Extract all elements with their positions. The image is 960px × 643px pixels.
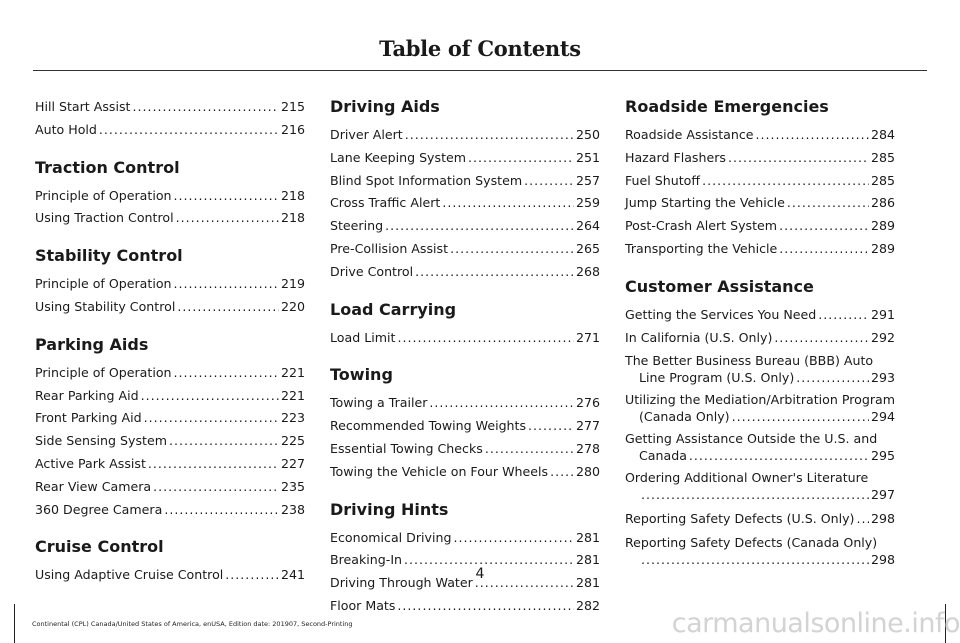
entry-title: The Better Business Bureau (BBB) Auto — [625, 353, 874, 369]
dot-leader — [442, 192, 574, 215]
toc-entry[interactable] — [625, 192, 895, 215]
section-heading: Load Carrying — [330, 299, 457, 319]
toc-section — [330, 299, 600, 350]
dot-leader — [132, 96, 278, 119]
toc-section — [35, 245, 305, 319]
entry-page: 264 — [575, 218, 600, 234]
toc-entry[interactable] — [35, 476, 305, 499]
toc-section — [35, 334, 305, 522]
entry-title: 360 Degree Camera — [35, 501, 163, 517]
dot-leader — [176, 207, 279, 230]
section-heading: Driving Aids — [330, 97, 440, 116]
toc-entry[interactable] — [35, 362, 305, 385]
entry-page: 281 — [575, 529, 600, 545]
dot-leader — [550, 461, 574, 484]
entry-page: 265 — [575, 240, 600, 256]
section-heading: Cruise Control — [35, 537, 164, 557]
entry-title: Load Limit — [330, 329, 396, 345]
dot-leader — [774, 327, 869, 350]
entry-page: 281 — [575, 575, 600, 591]
toc-entry[interactable] — [625, 215, 895, 238]
toc-entry[interactable] — [625, 391, 895, 425]
entry-page: 251 — [575, 149, 600, 165]
toc-entry[interactable] — [625, 352, 895, 386]
entry-title: Ordering Additional Owner's Literature — [625, 470, 869, 486]
entry-title: Breaking-In — [330, 552, 403, 568]
entry-page: 278 — [575, 440, 600, 456]
entry-title: Essential Towing Checks — [330, 440, 483, 456]
entry-title: Reporting Safety Defects (Canada Only) — [625, 535, 878, 551]
entry-continuation — [625, 369, 895, 386]
toc-section — [35, 157, 305, 231]
dot-leader — [641, 486, 869, 503]
section-heading: Traction Control — [35, 157, 180, 177]
entry-page: 286 — [870, 195, 895, 211]
toc-entry[interactable] — [330, 238, 600, 261]
edition-footer: Continental (CPL) Canada/United States of America, enUSA, Edition date: 201907, Second-Printing — [32, 620, 353, 628]
toc-entry[interactable] — [625, 238, 895, 261]
toc-entry[interactable] — [625, 534, 895, 568]
entry-title: Fuel Shutoff — [625, 172, 701, 188]
entry-title: Hazard Flashers — [625, 149, 726, 165]
toc-entry[interactable] — [330, 261, 600, 284]
entry-title: Steering — [330, 218, 384, 234]
entry-page: 238 — [280, 501, 305, 517]
dot-leader — [169, 430, 279, 453]
toc-entry[interactable] — [625, 327, 895, 350]
dot-leader — [397, 595, 574, 618]
toc-entry[interactable] — [330, 170, 600, 193]
entry-title: Principle of Operation — [35, 364, 172, 380]
entry-title: Jump Starting the Vehicle — [625, 195, 785, 211]
dot-leader — [141, 385, 279, 408]
toc-entry[interactable] — [330, 215, 600, 238]
dot-leader — [485, 438, 574, 461]
entry-page: 298 — [870, 511, 895, 527]
entry-title-cont: (Canada Only) — [639, 409, 730, 425]
entry-title: Roadside Assistance — [625, 127, 754, 142]
dot-leader — [689, 447, 869, 464]
entry-page: 241 — [280, 567, 305, 583]
toc-section — [35, 96, 305, 142]
entry-title: Getting Assistance Outside the U.S. and — [625, 431, 878, 447]
dot-leader — [732, 408, 869, 425]
entry-page: 221 — [280, 364, 305, 380]
dot-leader — [99, 119, 279, 142]
dot-leader — [856, 508, 868, 531]
dot-leader — [153, 476, 279, 499]
section-heading: Parking Aids — [35, 334, 149, 354]
dot-leader — [528, 415, 574, 438]
toc-column-2 — [330, 96, 600, 633]
dot-leader — [405, 124, 574, 147]
toc-entry[interactable] — [330, 147, 600, 170]
entry-page: 220 — [280, 298, 305, 314]
entry-page: 218 — [280, 210, 305, 226]
entry-title: Auto Hold — [35, 121, 97, 137]
entry-title: Floor Mats — [330, 597, 396, 613]
entry-page: 215 — [280, 99, 305, 114]
toc-entry[interactable] — [35, 207, 305, 230]
toc-entry[interactable] — [330, 392, 600, 415]
entry-title: In California (U.S. Only) — [625, 329, 773, 345]
toc-entry[interactable] — [330, 327, 600, 350]
toc-entry[interactable] — [625, 304, 895, 327]
entry-title: Driving Through Water — [330, 575, 473, 591]
dot-leader — [385, 215, 574, 238]
entry-title: Lane Keeping System — [330, 149, 467, 165]
entry-page: 271 — [575, 329, 600, 345]
entry-page: 291 — [870, 306, 895, 322]
entry-title: Rear View Camera — [35, 478, 152, 494]
dot-leader — [174, 362, 279, 385]
entry-title: Transporting the Vehicle — [625, 240, 778, 256]
entry-title: Pre-Collision Assist — [330, 240, 449, 256]
entry-title: Principle of Operation — [35, 276, 172, 292]
toc-entry[interactable] — [35, 407, 305, 430]
entry-title: Hill Start Assist — [35, 99, 131, 114]
entry-page: 223 — [280, 410, 305, 426]
entry-title: Using Adaptive Cruise Control — [35, 567, 224, 583]
dot-leader — [415, 261, 574, 284]
toc-entry[interactable] — [35, 185, 305, 208]
page-title: Table of Contents — [379, 36, 581, 61]
entry-page: 221 — [280, 387, 305, 403]
toc-entry[interactable] — [330, 438, 600, 461]
entry-title: Reporting Safety Defects (U.S. Only) — [625, 511, 855, 527]
watermark: carmanualsonline.info — [671, 608, 960, 639]
entry-page: 297 — [870, 487, 895, 503]
entry-page: 259 — [575, 195, 600, 211]
toc-entry[interactable] — [625, 508, 895, 531]
dot-leader — [429, 392, 574, 415]
entry-page: 219 — [280, 276, 305, 292]
entry-page: 227 — [280, 455, 305, 471]
entry-title: Using Stability Control — [35, 298, 176, 314]
page-number: 4 — [475, 566, 485, 582]
entry-title: Front Parking Aid — [35, 410, 142, 426]
entry-title: Driver Alert — [330, 127, 403, 142]
toc-column-3 — [625, 96, 895, 583]
entry-page: 284 — [870, 127, 895, 142]
dot-leader — [148, 453, 279, 476]
entry-page: 285 — [870, 172, 895, 188]
entry-page: 285 — [870, 149, 895, 165]
toc-entry[interactable] — [35, 385, 305, 408]
toc-entry[interactable] — [330, 527, 600, 550]
section-heading: Towing — [330, 365, 393, 385]
entry-title: Getting the Services You Need — [625, 306, 817, 322]
entry-title: Towing the Vehicle on Four Wheels — [330, 463, 549, 479]
dot-leader — [779, 238, 869, 261]
toc-entry[interactable] — [35, 96, 305, 119]
toc-section — [330, 499, 600, 618]
entry-page: 257 — [575, 172, 600, 188]
entry-page: 294 — [870, 409, 895, 425]
entry-page: 268 — [575, 263, 600, 279]
dot-leader — [779, 215, 869, 238]
entry-title-cont: Line Program (U.S. Only) — [639, 370, 795, 386]
entry-title: Blind Spot Information System — [330, 172, 523, 188]
toc-entry[interactable] — [330, 124, 600, 147]
entry-page: 295 — [870, 448, 895, 464]
entry-title: Economical Driving — [330, 529, 452, 545]
entry-page: 282 — [575, 597, 600, 613]
header-rule — [33, 70, 927, 71]
toc-entry[interactable] — [625, 170, 895, 193]
toc-entry[interactable] — [625, 430, 895, 464]
entry-title: Towing a Trailer — [330, 395, 428, 411]
toc-entry[interactable] — [35, 430, 305, 453]
entry-title: Rear Parking Aid — [35, 387, 139, 403]
entry-page: 289 — [870, 218, 895, 234]
toc-entry[interactable] — [625, 469, 895, 503]
entry-continuation — [625, 486, 895, 503]
entry-title: Utilizing the Mediation/Arbitration Program — [625, 392, 895, 408]
entry-page: 225 — [280, 433, 305, 449]
entry-page: 280 — [575, 463, 600, 479]
entry-title: Using Traction Control — [35, 210, 174, 226]
dot-leader — [524, 170, 574, 193]
dot-leader — [164, 499, 279, 522]
entry-title: Drive Control — [330, 263, 414, 279]
section-heading: Roadside Emergencies — [625, 97, 829, 116]
toc-entry[interactable] — [35, 296, 305, 319]
dot-leader — [756, 124, 869, 147]
toc-entry[interactable] — [330, 461, 600, 484]
dot-leader — [450, 238, 574, 261]
dot-leader — [796, 369, 869, 386]
entry-continuation — [625, 408, 895, 425]
toc-column-1 — [35, 96, 305, 602]
entry-title: Side Sensing System — [35, 433, 167, 449]
toc-entry[interactable] — [35, 499, 305, 522]
entry-page: 293 — [870, 370, 895, 386]
entry-page: 281 — [575, 552, 600, 568]
dot-leader — [174, 185, 279, 208]
entry-continuation — [625, 447, 895, 464]
entry-page: 292 — [870, 329, 895, 345]
toc-entry[interactable] — [625, 124, 895, 147]
toc-entry[interactable] — [35, 453, 305, 476]
entry-title-cont: Canada — [639, 448, 687, 464]
entry-title: Recommended Towing Weights — [330, 418, 527, 434]
toc-entry[interactable] — [35, 273, 305, 296]
dot-leader — [397, 327, 574, 350]
dot-leader — [144, 407, 279, 430]
entry-title: Principle of Operation — [35, 187, 172, 203]
entry-page: 276 — [575, 395, 600, 411]
entry-page: 289 — [870, 240, 895, 256]
dot-leader — [468, 147, 574, 170]
section-heading: Driving Hints — [330, 499, 449, 519]
toc-section — [330, 96, 600, 284]
toc-entry[interactable] — [35, 119, 305, 142]
toc-entry[interactable] — [330, 415, 600, 438]
toc-section — [625, 96, 895, 261]
entry-page: 277 — [575, 418, 600, 434]
entry-title: Cross Traffic Alert — [330, 195, 441, 211]
toc-entry[interactable] — [330, 595, 600, 618]
entry-page: 235 — [280, 478, 305, 494]
toc-entry[interactable] — [330, 192, 600, 215]
section-heading: Customer Assistance — [625, 276, 814, 296]
dot-leader — [787, 192, 869, 215]
toc-section — [330, 364, 600, 483]
dot-leader — [174, 273, 279, 296]
dot-leader — [728, 147, 869, 170]
toc-entry[interactable] — [625, 147, 895, 170]
entry-page: 216 — [280, 121, 305, 137]
entry-title: Post-Crash Alert System — [625, 218, 778, 234]
toc-section — [625, 276, 895, 568]
entry-title: Active Park Assist — [35, 455, 146, 471]
dot-leader — [818, 304, 869, 327]
entry-page: 218 — [280, 187, 305, 203]
crop-mark-left — [14, 604, 15, 643]
dot-leader — [454, 527, 574, 550]
dot-leader — [177, 296, 279, 319]
dot-leader — [702, 170, 869, 193]
entry-page: 298 — [870, 552, 895, 568]
section-heading: Stability Control — [35, 246, 183, 266]
entry-page: 250 — [575, 127, 600, 142]
